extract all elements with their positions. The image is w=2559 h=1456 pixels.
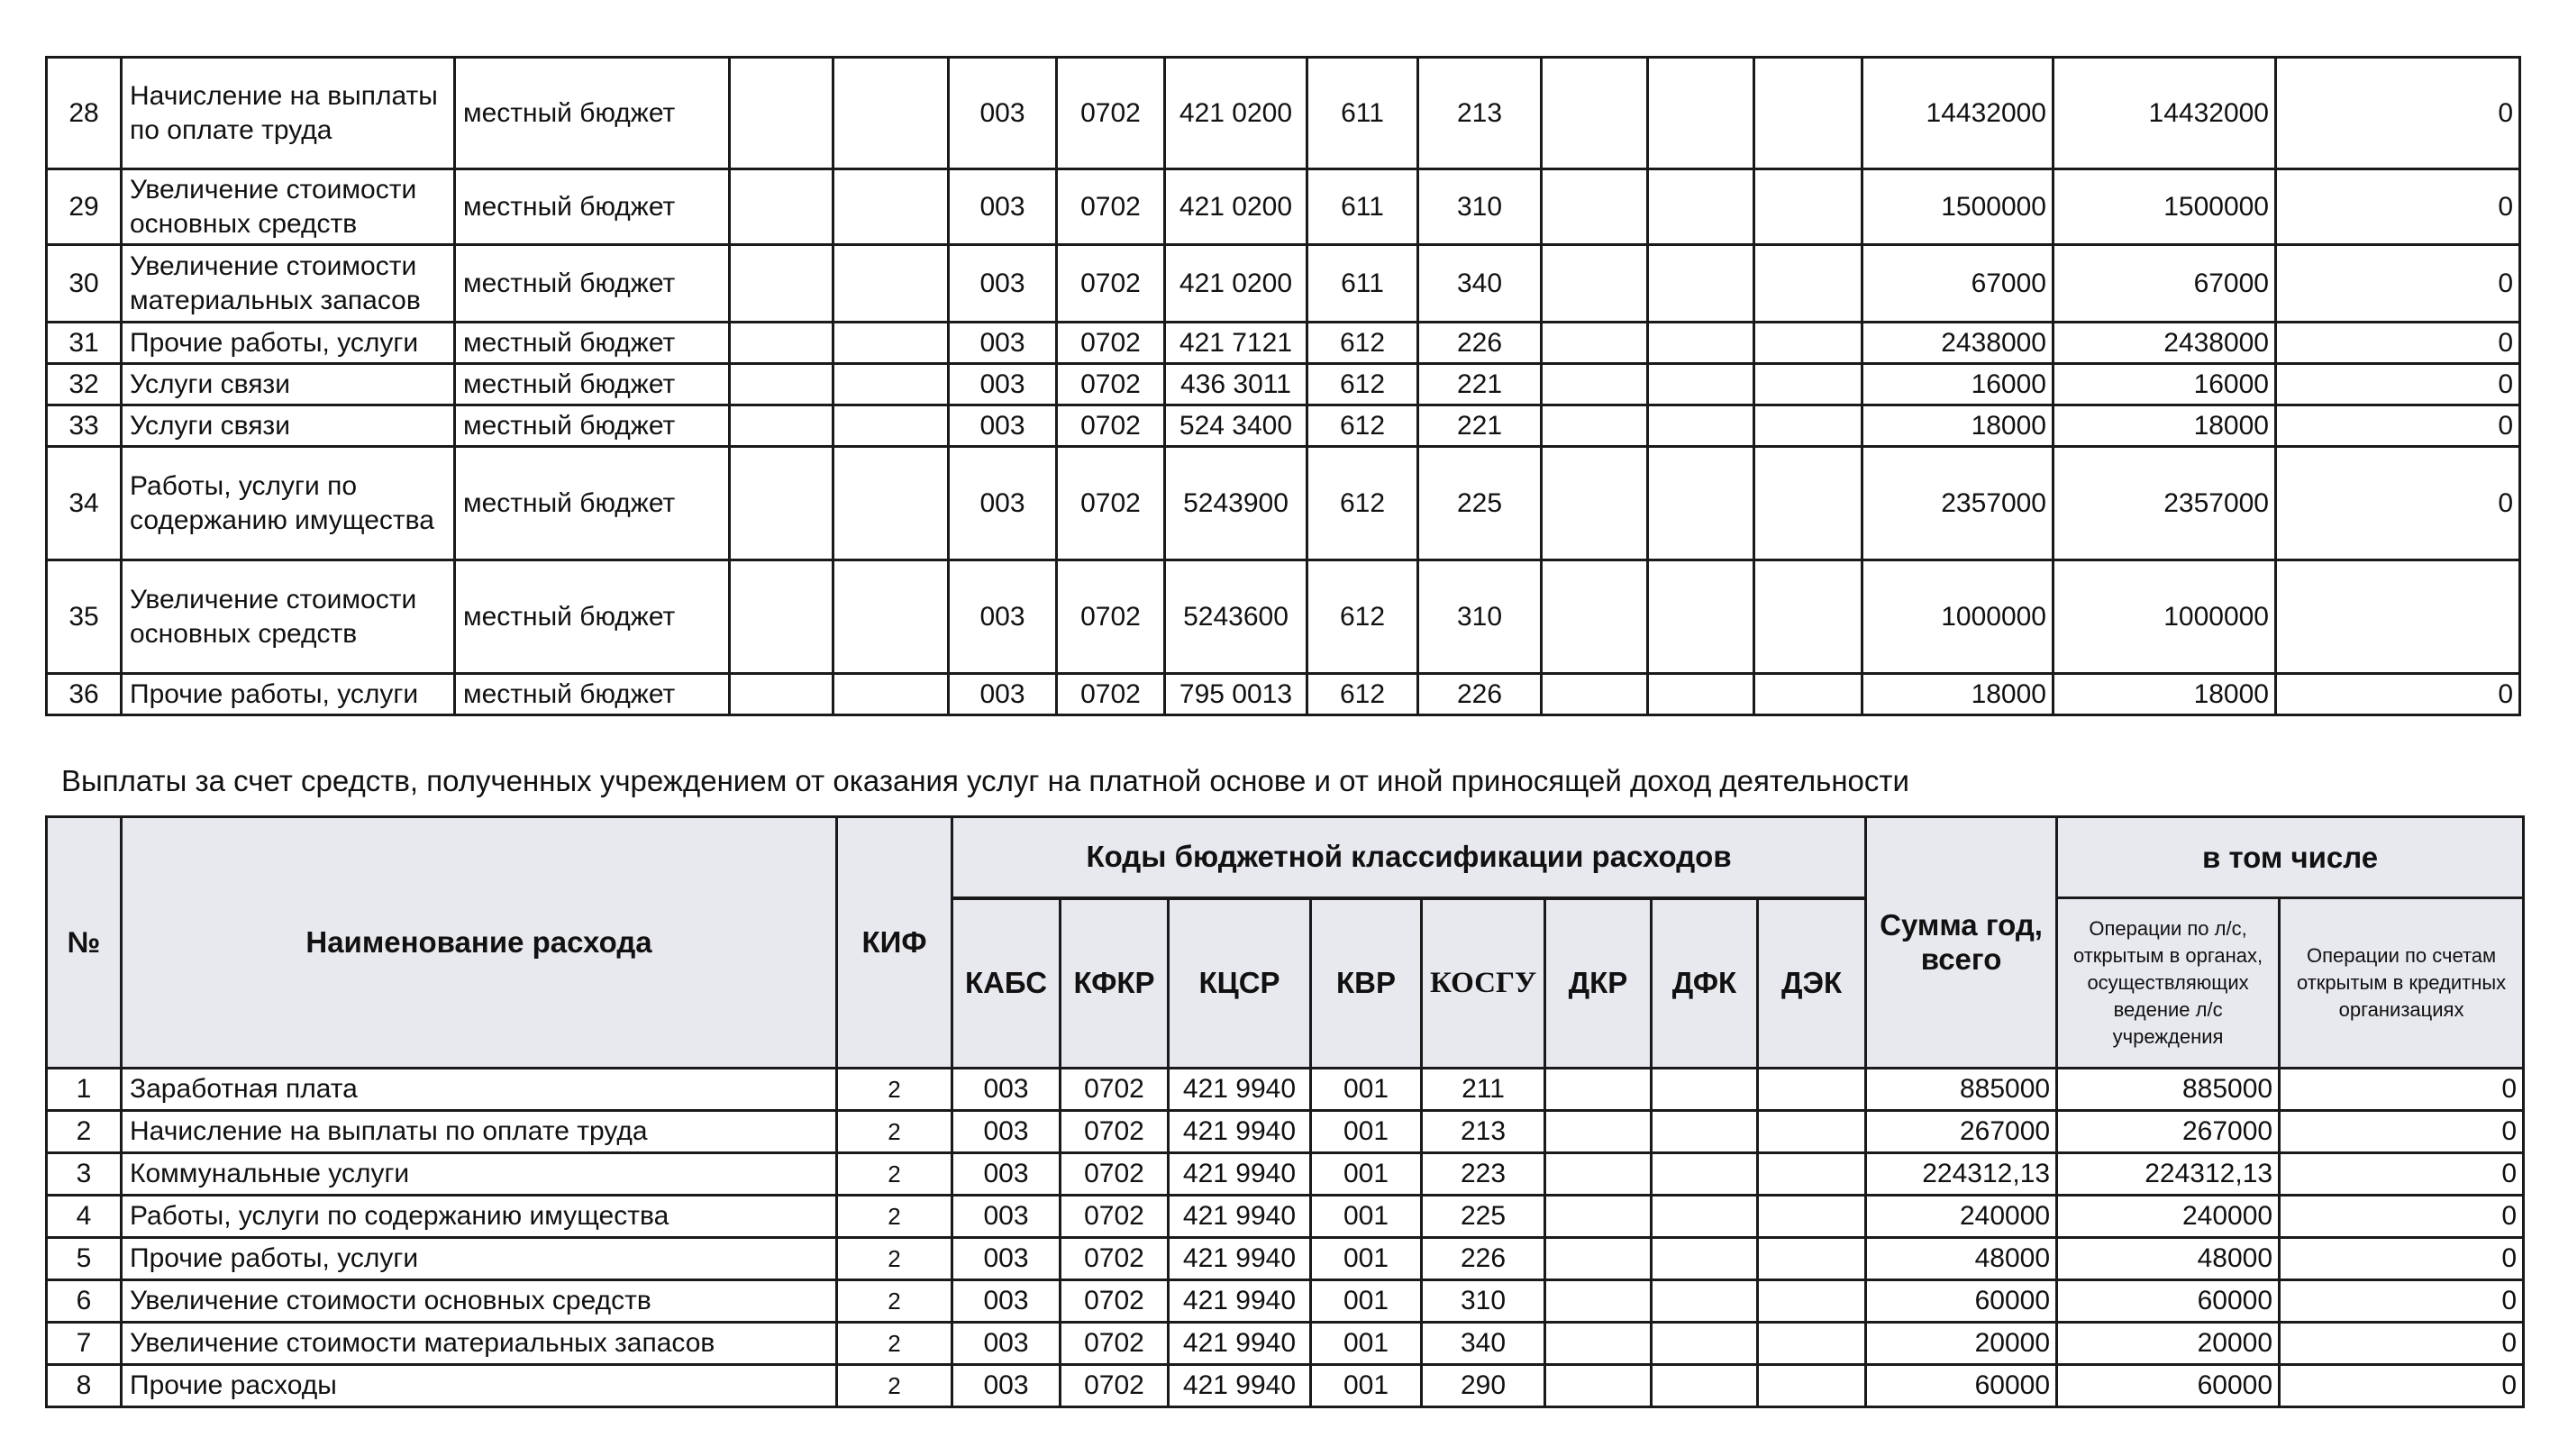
code-kcsr: 421 9940 xyxy=(1169,1069,1311,1111)
code-kcsr: 421 0200 xyxy=(1165,58,1307,169)
amount-total: 1500000 xyxy=(1862,169,2054,245)
code-kcsr: 421 9940 xyxy=(1169,1323,1311,1365)
empty-cell xyxy=(833,364,949,405)
empty-cell xyxy=(1652,1280,1758,1323)
table-row xyxy=(47,1323,2524,1365)
expense-name: Прочие расходы xyxy=(122,1365,837,1407)
empty-cell xyxy=(833,323,949,364)
empty-cell xyxy=(833,58,949,169)
code-kcsr: 421 9940 xyxy=(1169,1280,1311,1323)
funding-source: местный бюджет xyxy=(455,405,730,447)
amount-credit: 0 xyxy=(2276,447,2520,560)
empty-cell xyxy=(1652,1323,1758,1365)
expense-name: Увеличение стоимости основных средств xyxy=(122,560,455,674)
code-kosgu: 310 xyxy=(1418,560,1542,674)
col-header-kvr: КВР xyxy=(1311,898,1422,1069)
amount-total: 14432000 xyxy=(1862,58,2054,169)
table-row xyxy=(47,1153,2524,1196)
col-header-kfkr: КФКР xyxy=(1061,898,1169,1069)
amount-ls: 267000 xyxy=(2057,1111,2280,1153)
row-number: 32 xyxy=(47,364,122,405)
expense-name: Заработная плата xyxy=(122,1069,837,1111)
empty-cell xyxy=(1648,364,1754,405)
empty-cell xyxy=(1542,674,1648,715)
table-row xyxy=(47,405,2520,447)
code-kosgu: 226 xyxy=(1422,1238,1545,1280)
code-kcsr: 421 0200 xyxy=(1165,245,1307,323)
expense-name: Увеличение стоимости материальных запасов xyxy=(122,245,455,323)
empty-cell xyxy=(1758,1153,1866,1196)
row-number: 8 xyxy=(47,1365,122,1407)
col-header-kcsr: КЦСР xyxy=(1169,898,1311,1069)
code-kvr: 612 xyxy=(1307,674,1418,715)
amount-total: 48000 xyxy=(1866,1238,2057,1280)
amount-credit: 0 xyxy=(2280,1280,2524,1323)
col-header-name: Наименование расхода xyxy=(122,817,837,1069)
code-kfkr: 0702 xyxy=(1061,1365,1169,1407)
empty-cell xyxy=(1652,1196,1758,1238)
code-kvr: 001 xyxy=(1311,1323,1422,1365)
table-row xyxy=(47,364,2520,405)
expense-name: Работы, услуги по содержанию имущества xyxy=(122,447,455,560)
table-row xyxy=(47,1238,2524,1280)
col-header-kabs: КАБС xyxy=(952,898,1061,1069)
code-kosgu: 340 xyxy=(1418,245,1542,323)
col-header-codes-group: Коды бюджетной классификации расходов xyxy=(952,817,1866,898)
amount-total: 1000000 xyxy=(1862,560,2054,674)
funding-source: местный бюджет xyxy=(455,447,730,560)
code-kosgu: 221 xyxy=(1418,364,1542,405)
code-kosgu: 310 xyxy=(1422,1280,1545,1323)
code-kosgu: 223 xyxy=(1422,1153,1545,1196)
empty-cell xyxy=(1542,447,1648,560)
empty-cell xyxy=(1648,674,1754,715)
amount-credit: 0 xyxy=(2276,58,2520,169)
amount-total: 60000 xyxy=(1866,1280,2057,1323)
table-row xyxy=(47,58,2520,169)
code-kvr: 611 xyxy=(1307,58,1418,169)
empty-cell xyxy=(1754,447,1862,560)
amount-total: 67000 xyxy=(1862,245,2054,323)
col-header-ls-ops: Операции по л/с, открытым в органах, осуществляющих ведение л/с учреждения xyxy=(2057,898,2280,1069)
expense-name: Увеличение стоимости материальных запасов xyxy=(122,1323,837,1365)
funding-source: местный бюджет xyxy=(455,323,730,364)
code-kcsr: 421 9940 xyxy=(1169,1111,1311,1153)
row-number: 3 xyxy=(47,1153,122,1196)
empty-cell xyxy=(1652,1238,1758,1280)
code-kcsr: 421 9940 xyxy=(1169,1153,1311,1196)
code-kosgu: 340 xyxy=(1422,1323,1545,1365)
empty-cell xyxy=(730,245,833,323)
code-kosgu: 213 xyxy=(1422,1111,1545,1153)
empty-cell xyxy=(730,169,833,245)
row-number: 6 xyxy=(47,1280,122,1323)
code-kosgu: 226 xyxy=(1418,323,1542,364)
code-kfkr: 0702 xyxy=(1061,1069,1169,1111)
empty-cell xyxy=(730,447,833,560)
code-kabs: 003 xyxy=(952,1196,1061,1238)
code-kabs: 003 xyxy=(949,364,1057,405)
code-kabs: 003 xyxy=(952,1069,1061,1111)
empty-cell xyxy=(1754,405,1862,447)
empty-cell xyxy=(1758,1111,1866,1153)
code-kfkr: 0702 xyxy=(1057,560,1165,674)
empty-cell xyxy=(1754,169,1862,245)
code-kfkr: 0702 xyxy=(1057,674,1165,715)
col-header-kif: КИФ xyxy=(837,817,952,1069)
col-header-dkr: ДКР xyxy=(1545,898,1652,1069)
code-kcsr: 421 7121 xyxy=(1165,323,1307,364)
code-kif: 2 xyxy=(837,1111,952,1153)
amount-credit: 0 xyxy=(2276,245,2520,323)
row-number: 7 xyxy=(47,1323,122,1365)
amount-ls: 60000 xyxy=(2057,1280,2280,1323)
table-row xyxy=(47,1069,2524,1111)
code-kfkr: 0702 xyxy=(1057,58,1165,169)
code-kabs: 003 xyxy=(949,245,1057,323)
table-row xyxy=(47,245,2520,323)
code-kcsr: 524 3400 xyxy=(1165,405,1307,447)
table-row xyxy=(47,1111,2524,1153)
empty-cell xyxy=(1758,1323,1866,1365)
code-kfkr: 0702 xyxy=(1061,1196,1169,1238)
code-kosgu: 225 xyxy=(1418,447,1542,560)
amount-credit: 0 xyxy=(2280,1111,2524,1153)
col-header-incl: в том числе xyxy=(2057,817,2524,898)
code-kcsr: 421 9940 xyxy=(1169,1238,1311,1280)
funding-source: местный бюджет xyxy=(455,674,730,715)
empty-cell xyxy=(730,323,833,364)
code-kfkr: 0702 xyxy=(1057,245,1165,323)
empty-cell xyxy=(730,560,833,674)
code-kfkr: 0702 xyxy=(1057,323,1165,364)
code-kvr: 612 xyxy=(1307,323,1418,364)
amount-total: 18000 xyxy=(1862,674,2054,715)
amount-credit: 0 xyxy=(2280,1238,2524,1280)
code-kif: 2 xyxy=(837,1196,952,1238)
amount-total: 224312,13 xyxy=(1866,1153,2057,1196)
empty-cell xyxy=(1648,169,1754,245)
amount-ls: 1500000 xyxy=(2054,169,2276,245)
empty-cell xyxy=(1542,323,1648,364)
amount-total: 2357000 xyxy=(1862,447,2054,560)
code-kosgu: 213 xyxy=(1418,58,1542,169)
amount-total: 2438000 xyxy=(1862,323,2054,364)
expense-name: Коммунальные услуги xyxy=(122,1153,837,1196)
code-kosgu: 221 xyxy=(1418,405,1542,447)
empty-cell xyxy=(1545,1153,1652,1196)
amount-total: 18000 xyxy=(1862,405,2054,447)
empty-cell xyxy=(1648,447,1754,560)
empty-cell xyxy=(1545,1196,1652,1238)
code-kabs: 003 xyxy=(949,674,1057,715)
empty-cell xyxy=(730,405,833,447)
amount-total: 16000 xyxy=(1862,364,2054,405)
amount-total: 60000 xyxy=(1866,1365,2057,1407)
empty-cell xyxy=(1758,1069,1866,1111)
empty-cell xyxy=(730,674,833,715)
code-kabs: 003 xyxy=(949,560,1057,674)
table-row xyxy=(47,169,2520,245)
code-kvr: 001 xyxy=(1311,1069,1422,1111)
code-kabs: 003 xyxy=(952,1153,1061,1196)
code-kvr: 001 xyxy=(1311,1153,1422,1196)
code-kvr: 001 xyxy=(1311,1111,1422,1153)
empty-cell xyxy=(1545,1069,1652,1111)
expense-name: Прочие работы, услуги xyxy=(122,674,455,715)
code-kif: 2 xyxy=(837,1323,952,1365)
empty-cell xyxy=(1542,364,1648,405)
expense-name: Услуги связи xyxy=(122,364,455,405)
code-kif: 2 xyxy=(837,1238,952,1280)
table-row xyxy=(47,1196,2524,1238)
code-kabs: 003 xyxy=(952,1280,1061,1323)
empty-cell xyxy=(1652,1153,1758,1196)
code-kcsr: 5243600 xyxy=(1165,560,1307,674)
code-kvr: 611 xyxy=(1307,169,1418,245)
row-number: 4 xyxy=(47,1196,122,1238)
empty-cell xyxy=(1542,58,1648,169)
code-kfkr: 0702 xyxy=(1061,1111,1169,1153)
code-kfkr: 0702 xyxy=(1057,364,1165,405)
empty-cell xyxy=(1648,323,1754,364)
expense-name: Начисление на выплаты по оплате труда xyxy=(122,1111,837,1153)
amount-ls: 16000 xyxy=(2054,364,2276,405)
empty-cell xyxy=(1754,58,1862,169)
amount-credit: 0 xyxy=(2276,169,2520,245)
code-kabs: 003 xyxy=(952,1365,1061,1407)
code-kabs: 003 xyxy=(949,405,1057,447)
empty-cell xyxy=(1652,1069,1758,1111)
code-kvr: 001 xyxy=(1311,1280,1422,1323)
code-kabs: 003 xyxy=(949,447,1057,560)
empty-cell xyxy=(1545,1111,1652,1153)
code-kvr: 612 xyxy=(1307,560,1418,674)
empty-cell xyxy=(833,405,949,447)
code-kabs: 003 xyxy=(949,169,1057,245)
amount-total: 885000 xyxy=(1866,1069,2057,1111)
budget-table-paid-services xyxy=(45,815,2525,1408)
empty-cell xyxy=(833,674,949,715)
empty-cell xyxy=(1545,1323,1652,1365)
amount-ls: 18000 xyxy=(2054,674,2276,715)
expense-name: Работы, услуги по содержанию имущества xyxy=(122,1196,837,1238)
empty-cell xyxy=(1542,169,1648,245)
code-kfkr: 0702 xyxy=(1061,1323,1169,1365)
amount-ls: 20000 xyxy=(2057,1323,2280,1365)
col-header-kosgu: КОСГУ xyxy=(1422,898,1545,1069)
amount-ls: 48000 xyxy=(2057,1238,2280,1280)
amount-credit xyxy=(2276,560,2520,674)
amount-ls: 1000000 xyxy=(2054,560,2276,674)
code-kabs: 003 xyxy=(949,58,1057,169)
empty-cell xyxy=(1754,245,1862,323)
empty-cell xyxy=(1652,1365,1758,1407)
empty-cell xyxy=(730,58,833,169)
row-number: 31 xyxy=(47,323,122,364)
empty-cell xyxy=(1648,405,1754,447)
code-kif: 2 xyxy=(837,1153,952,1196)
table-row xyxy=(47,560,2520,674)
empty-cell xyxy=(1648,58,1754,169)
empty-cell xyxy=(1545,1280,1652,1323)
amount-total: 267000 xyxy=(1866,1111,2057,1153)
amount-credit: 0 xyxy=(2276,405,2520,447)
empty-cell xyxy=(1758,1365,1866,1407)
amount-credit: 0 xyxy=(2280,1365,2524,1407)
code-kfkr: 0702 xyxy=(1057,169,1165,245)
amount-ls: 60000 xyxy=(2057,1365,2280,1407)
expense-name: Прочие работы, услуги xyxy=(122,1238,837,1280)
amount-ls: 224312,13 xyxy=(2057,1153,2280,1196)
row-number: 28 xyxy=(47,58,122,169)
code-kvr: 612 xyxy=(1307,364,1418,405)
code-kfkr: 0702 xyxy=(1061,1280,1169,1323)
code-kcsr: 421 9940 xyxy=(1169,1196,1311,1238)
amount-ls: 240000 xyxy=(2057,1196,2280,1238)
amount-ls: 18000 xyxy=(2054,405,2276,447)
amount-ls: 14432000 xyxy=(2054,58,2276,169)
code-kcsr: 5243900 xyxy=(1165,447,1307,560)
expense-name: Увеличение стоимости основных средств xyxy=(122,1280,837,1323)
empty-cell xyxy=(1542,245,1648,323)
table-row xyxy=(47,323,2520,364)
row-number: 30 xyxy=(47,245,122,323)
empty-cell xyxy=(1758,1238,1866,1280)
code-kvr: 001 xyxy=(1311,1238,1422,1280)
code-kvr: 612 xyxy=(1307,405,1418,447)
expense-name: Прочие работы, услуги xyxy=(122,323,455,364)
code-kfkr: 0702 xyxy=(1061,1153,1169,1196)
row-number: 33 xyxy=(47,405,122,447)
code-kvr: 611 xyxy=(1307,245,1418,323)
amount-total: 20000 xyxy=(1866,1323,2057,1365)
table-row xyxy=(47,674,2520,715)
table-row xyxy=(47,1365,2524,1407)
empty-cell xyxy=(1652,1111,1758,1153)
code-kfkr: 0702 xyxy=(1057,405,1165,447)
code-kcsr: 436 3011 xyxy=(1165,364,1307,405)
expense-name: Увеличение стоимости основных средств xyxy=(122,169,455,245)
code-kcsr: 421 0200 xyxy=(1165,169,1307,245)
empty-cell xyxy=(1754,674,1862,715)
empty-cell xyxy=(833,169,949,245)
row-number: 35 xyxy=(47,560,122,674)
code-kvr: 001 xyxy=(1311,1196,1422,1238)
col-header-dfk: ДФК xyxy=(1652,898,1758,1069)
code-kfkr: 0702 xyxy=(1061,1238,1169,1280)
code-kif: 2 xyxy=(837,1365,952,1407)
code-kif: 2 xyxy=(837,1280,952,1323)
empty-cell xyxy=(833,447,949,560)
empty-cell xyxy=(1758,1280,1866,1323)
amount-credit: 0 xyxy=(2280,1153,2524,1196)
code-kif: 2 xyxy=(837,1069,952,1111)
code-kosgu: 225 xyxy=(1422,1196,1545,1238)
code-kabs: 003 xyxy=(949,323,1057,364)
empty-cell xyxy=(1754,323,1862,364)
code-kosgu: 226 xyxy=(1418,674,1542,715)
code-kosgu: 211 xyxy=(1422,1069,1545,1111)
empty-cell xyxy=(833,560,949,674)
code-kcsr: 795 0013 xyxy=(1165,674,1307,715)
amount-credit: 0 xyxy=(2276,364,2520,405)
code-kabs: 003 xyxy=(952,1238,1061,1280)
code-kosgu: 310 xyxy=(1418,169,1542,245)
col-header-sum: Сумма год, всего xyxy=(1866,817,2057,1069)
row-number: 36 xyxy=(47,674,122,715)
table-row xyxy=(47,447,2520,560)
row-number: 1 xyxy=(47,1069,122,1111)
amount-credit: 0 xyxy=(2276,323,2520,364)
empty-cell xyxy=(833,245,949,323)
amount-credit: 0 xyxy=(2276,674,2520,715)
empty-cell xyxy=(1542,560,1648,674)
empty-cell xyxy=(730,364,833,405)
code-kfkr: 0702 xyxy=(1057,447,1165,560)
amount-ls: 2438000 xyxy=(2054,323,2276,364)
code-kabs: 003 xyxy=(952,1323,1061,1365)
amount-total: 240000 xyxy=(1866,1196,2057,1238)
funding-source: местный бюджет xyxy=(455,58,730,169)
funding-source: местный бюджет xyxy=(455,169,730,245)
code-kvr: 612 xyxy=(1307,447,1418,560)
expense-name: Начисление на выплаты по оплате труда xyxy=(122,58,455,169)
table-row xyxy=(47,1280,2524,1323)
section-subtitle: Выплаты за счет средств, полученных учреждением от оказания услуг на платной основе и от иной приносящей доход деятельности xyxy=(61,764,1909,797)
amount-ls: 885000 xyxy=(2057,1069,2280,1111)
col-header-credit-ops: Операции по счетам открытым в кредитных организациях xyxy=(2280,898,2524,1069)
expense-name: Услуги связи xyxy=(122,405,455,447)
row-number: 29 xyxy=(47,169,122,245)
amount-credit: 0 xyxy=(2280,1323,2524,1365)
amount-ls: 67000 xyxy=(2054,245,2276,323)
amount-credit: 0 xyxy=(2280,1069,2524,1111)
col-header-dek: ДЭК xyxy=(1758,898,1866,1069)
empty-cell xyxy=(1545,1238,1652,1280)
funding-source: местный бюджет xyxy=(455,560,730,674)
row-number: 5 xyxy=(47,1238,122,1280)
empty-cell xyxy=(1545,1365,1652,1407)
budget-table-local xyxy=(45,56,2521,716)
code-kvr: 001 xyxy=(1311,1365,1422,1407)
amount-ls: 2357000 xyxy=(2054,447,2276,560)
col-header-num: № xyxy=(47,817,122,1069)
code-kosgu: 290 xyxy=(1422,1365,1545,1407)
row-number: 34 xyxy=(47,447,122,560)
funding-source: местный бюджет xyxy=(455,245,730,323)
empty-cell xyxy=(1758,1196,1866,1238)
empty-cell xyxy=(1542,405,1648,447)
empty-cell xyxy=(1754,364,1862,405)
row-number: 2 xyxy=(47,1111,122,1153)
code-kcsr: 421 9940 xyxy=(1169,1365,1311,1407)
empty-cell xyxy=(1754,560,1862,674)
amount-credit: 0 xyxy=(2280,1196,2524,1238)
empty-cell xyxy=(1648,245,1754,323)
empty-cell xyxy=(1648,560,1754,674)
funding-source: местный бюджет xyxy=(455,364,730,405)
code-kabs: 003 xyxy=(952,1111,1061,1153)
